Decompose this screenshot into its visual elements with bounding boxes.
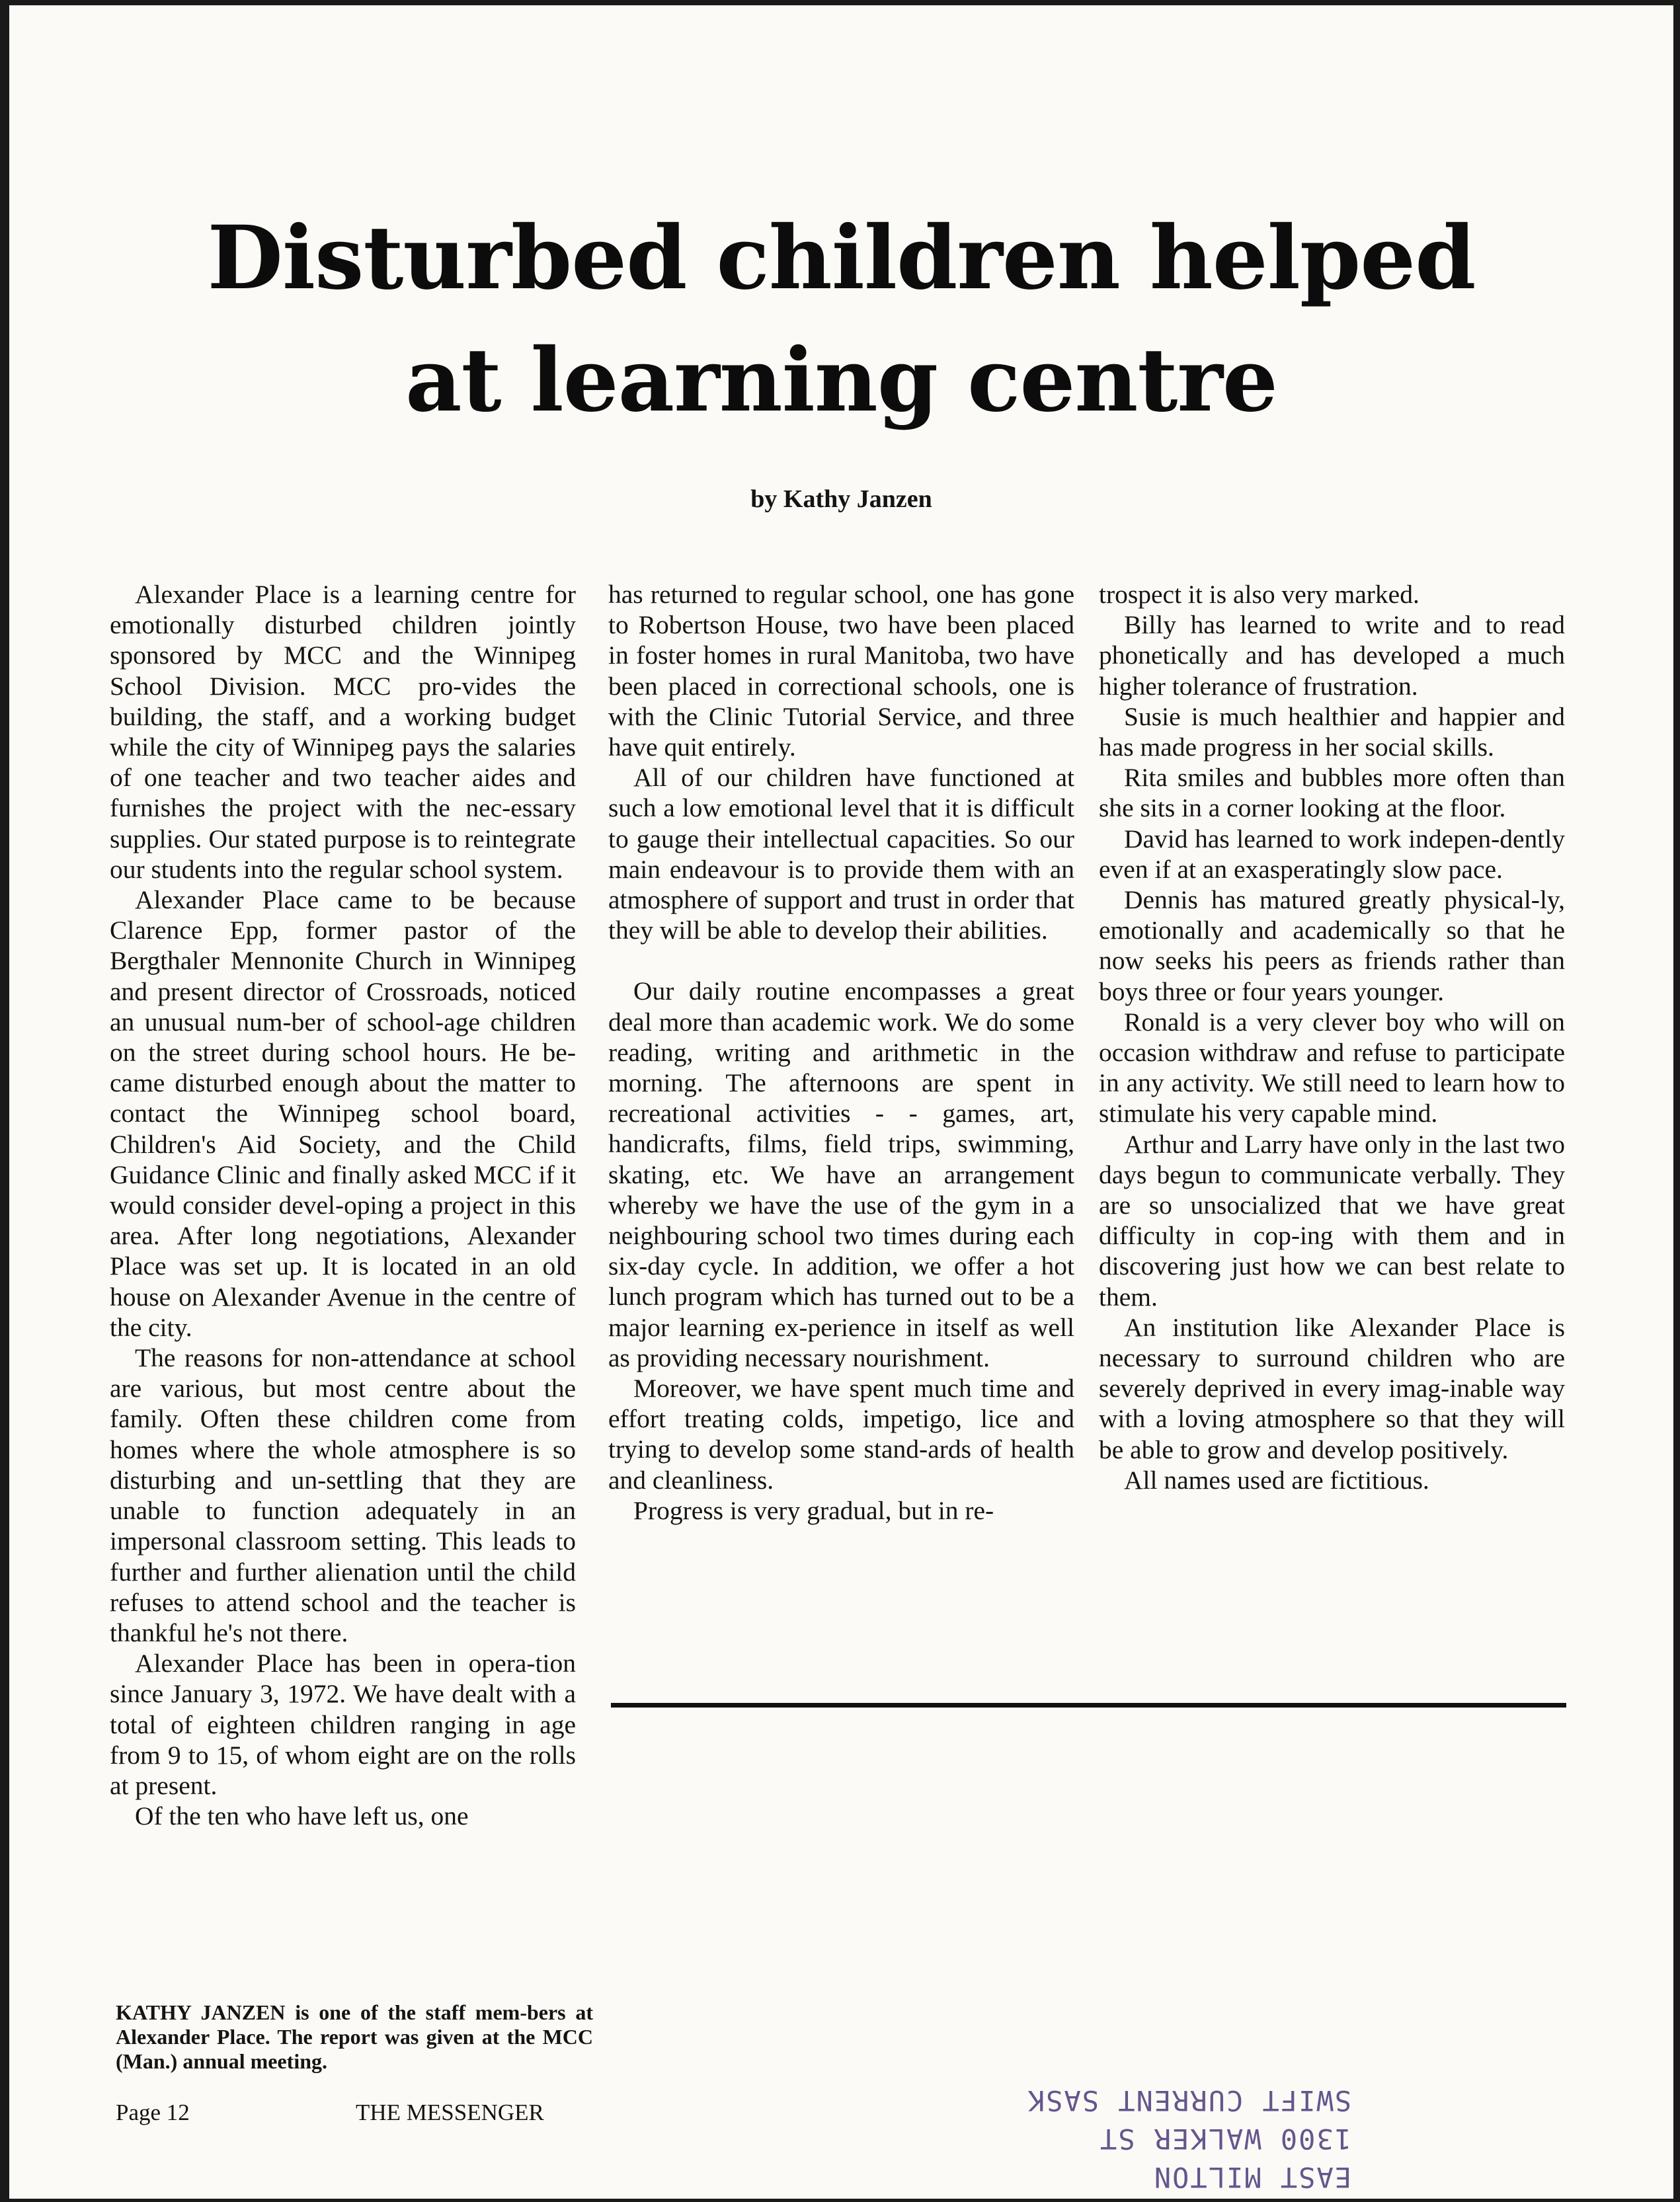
paragraph: has returned to regular school, one has gone to Robertson House, two have been placed in foster homes in rural Manitoba, two have been placed in correctional schools, one is with the Clinic Tutorial Service, and three have quit entirely. [608, 580, 1074, 762]
publication-name: THE MESSENGER [356, 2100, 544, 2125]
paragraph: The reasons for non-attendance at school are various, but most centre about the family. Often these children come from homes where the whole atmosphere is so disturbing and un-settling that they are unable to function adequately in an impersonal classroom setting. This leads to further and further alienation until the child refuses to attend school and the teacher is thankful he's not there. [110, 1343, 576, 1647]
stamp-line: EAST MILTON [1152, 2161, 1351, 2193]
headline-line-2: at learning centre [405, 329, 1277, 432]
headline [9, 197, 1673, 442]
paragraph: Of the ten who have left us, one [135, 1801, 469, 1831]
paragraph: Billy has learned to write and to read phonetically and has developed a much higher tolerance of frustration. [1099, 610, 1565, 701]
paragraph: Dennis has matured greatly physical-ly, emotionally and academically so that he now seeks his peers as friends rather than boys three or four years younger. [1099, 885, 1565, 1006]
paragraph: Progress is very gradual, but in re- [633, 1495, 994, 1525]
paragraph: All of our children have functioned at such a low emotional level that it is difficult to gauge their intellectual capacities. So our main endeavour is to provide them with an atmosphere of support and trust in order that they will be able to develop their abilities. [608, 763, 1074, 945]
paragraph: Susie is much healthier and happier and has made progress in her social skills. [1099, 701, 1565, 762]
paragraph: Alexander Place has been in opera-tion since January 3, 1972. We have dealt with a total of eighteen children ranging in age from 9 to 15, of whom eight are on the rolls at present. [110, 1649, 576, 1800]
stamp-line: SWIFT CURRENT SASK [1026, 2084, 1351, 2117]
stamp-line: 1300 WALKER ST [1098, 2123, 1351, 2155]
page-number: Page 12 [116, 2100, 190, 2125]
magazine-page [9, 5, 1673, 2199]
paragraph: All names used are fictitious. [1124, 1465, 1429, 1495]
paragraph: Rita smiles and bubbles more often than she sits in a corner looking at the floor. [1099, 763, 1565, 823]
paragraph: Moreover, we have spent much time and effort treating colds, impetigo, lice and trying to develop some stand-ards of health and cleanliness. [608, 1374, 1074, 1495]
page-binding-edge [0, 0, 9, 2202]
author-bio: KATHY JANZEN is one of the staff mem-bers at Alexander Place. The report was given at the MCC (Man.) annual meeting. [116, 2000, 593, 2073]
paragraph: Our daily routine encompasses a great deal more than academic work. We do some reading, writing and arithmetic in the morning. The afternoons are spent in recreational activities - - games, art, handicrafts, films, field trips, swimming, skating, etc. We have an arrangement whereby we have the use of the gym in a neighbouring school two times during each six-day cycle. In addition, we offer a hot lunch program which has turned out to be a major learning ex-perience in itself as well as providing necessary nourishment. [608, 976, 1074, 1372]
paragraph: Alexander Place came to be because Clarence Epp, former pastor of the Bergthaler Mennonite Church in Winnipeg and present director of Crossroads, noticed an unusual num-ber of school-age children on the street during school hours. He be-came disturbed enough about the matter to contact the Winnipeg school board, Children's Aid Society, and the Child Guidance Clinic and finally asked MCC if it would consider devel-oping a project in this area. After long negotiations, Alexander Place was set up. It is located in an old house on Alexander Avenue in the centre of the city. [110, 885, 576, 1342]
paragraph: Alexander Place is a learning centre for emotionally disturbed children jointly sponsored by MCC and the Winnipeg School Division. MCC pro-vides the building, the staff, and a working budget while the city of Winnipeg pays the salaries of one teacher and two teacher aides and furnishes the project with the nec-essary supplies. Our stated purpose is to reintegrate our students into the regular school system. [110, 580, 576, 884]
paragraph: David has learned to work indepen-dently even if at an exasperatingly slow pace. [1099, 824, 1565, 884]
headline-line-1: Disturbed children helped [207, 207, 1476, 309]
column-2 [608, 579, 1074, 1526]
column-3 [1099, 579, 1565, 1495]
paragraph: Arthur and Larry have only in the last two days begun to communicate verbally. They are so unsocialized that we have great difficulty in cop-ing with them and in discovering just how we can best relate to them. [1099, 1129, 1565, 1312]
address-stamp [1001, 2081, 1351, 2196]
byline: by Kathy Janzen [750, 485, 932, 513]
paragraph: Ronald is a very clever boy who will on occasion withdraw and refuse to participate in any activity. We still need to learn how to stimulate his very capable mind. [1099, 1007, 1565, 1128]
paragraph: An institution like Alexander Place is necessary to surround children who are severely deprived in every imag-inable way with a loving atmosphere so that they will be able to grow and develop positively. [1099, 1312, 1565, 1464]
article-end-rule [611, 1703, 1566, 1708]
paragraph: trospect it is also very marked. [1099, 580, 1420, 609]
column-1 [110, 579, 576, 1831]
